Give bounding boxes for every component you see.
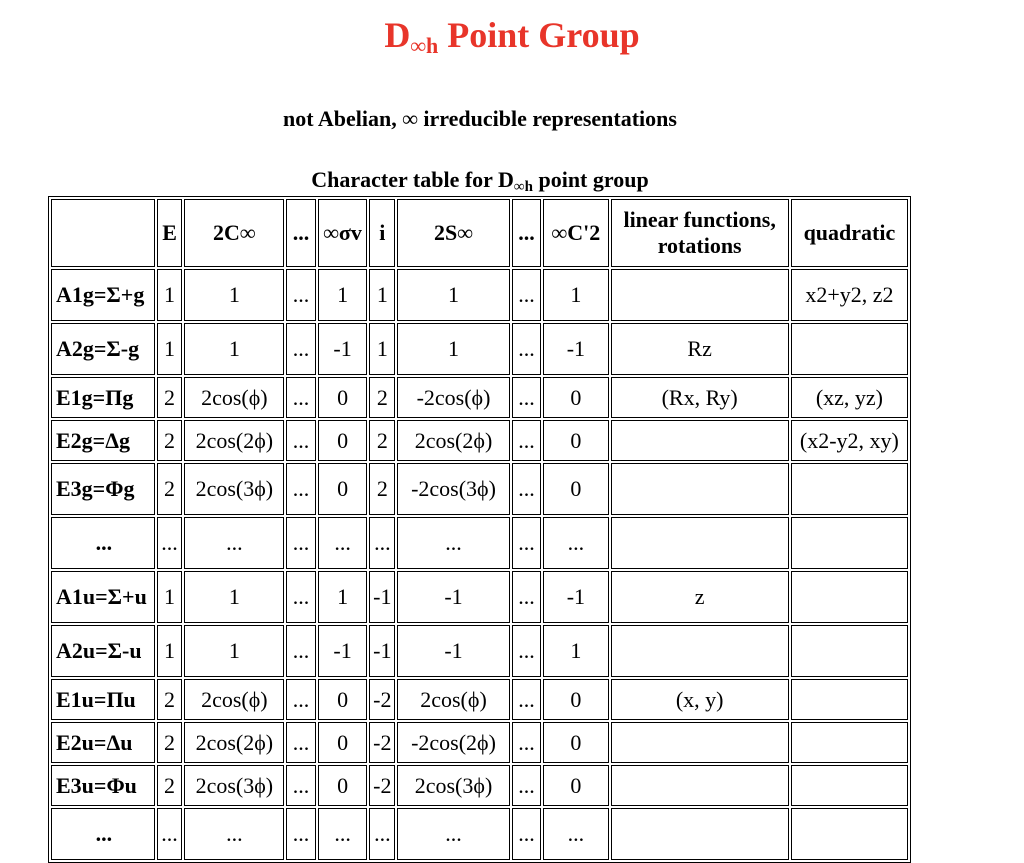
table-cell: -1 bbox=[543, 571, 608, 623]
table-cell: 2cos(3ϕ) bbox=[184, 765, 284, 806]
table-cell: 2cos(ϕ) bbox=[184, 377, 284, 418]
table-cell: ... bbox=[397, 517, 509, 569]
header-cell: ... bbox=[286, 199, 316, 267]
irrep-label: ... bbox=[51, 808, 155, 860]
header-cell: linear functions, rotations bbox=[611, 199, 789, 267]
table-cell: ... bbox=[512, 808, 542, 860]
irrep-label: ... bbox=[51, 517, 155, 569]
table-cell bbox=[791, 808, 908, 860]
irrep-label: E1u=Πu bbox=[51, 679, 155, 720]
table-cell: ... bbox=[286, 420, 316, 461]
table-cell: ... bbox=[184, 517, 284, 569]
table-cell: -1 bbox=[397, 571, 509, 623]
table-cell: 1 bbox=[184, 269, 284, 321]
header-cell: i bbox=[369, 199, 395, 267]
table-row bbox=[51, 377, 908, 418]
table-row bbox=[51, 463, 908, 515]
table-row bbox=[51, 765, 908, 806]
table-row bbox=[51, 679, 908, 720]
table-cell: ... bbox=[512, 323, 542, 375]
irrep-label: E3u=Φu bbox=[51, 765, 155, 806]
page-title: $D_{\infty h}$ Point Group bbox=[384, 15, 640, 58]
table-cell: 1 bbox=[543, 625, 608, 677]
header-cell: 2C∞ bbox=[184, 199, 284, 267]
table-cell: 0 bbox=[318, 377, 368, 418]
table-cell bbox=[791, 323, 908, 375]
irrep-label: E3g=Φg bbox=[51, 463, 155, 515]
table-cell bbox=[791, 463, 908, 515]
table-cell: 0 bbox=[543, 463, 608, 515]
header-cell bbox=[51, 199, 155, 267]
table-cell: ... bbox=[543, 517, 608, 569]
table-cell: 1 bbox=[369, 269, 395, 321]
table-cell: ... bbox=[512, 765, 542, 806]
table-cell: 2cos(3ϕ) bbox=[184, 463, 284, 515]
table-cell bbox=[791, 679, 908, 720]
table-cell: ... bbox=[512, 679, 542, 720]
table-cell: -2 bbox=[369, 679, 395, 720]
table-cell: 1 bbox=[397, 323, 509, 375]
character-table bbox=[48, 196, 911, 863]
table-cell bbox=[791, 571, 908, 623]
table-cell bbox=[611, 463, 789, 515]
table-cell bbox=[611, 269, 789, 321]
table-cell bbox=[611, 722, 789, 763]
table-cell: ... bbox=[512, 420, 542, 461]
table-cell: 1 bbox=[369, 323, 395, 375]
table-cell: ... bbox=[286, 463, 316, 515]
table-cell: ... bbox=[543, 808, 608, 860]
table-cell: ... bbox=[157, 808, 183, 860]
table-cell: 2 bbox=[157, 765, 183, 806]
table-cell: ... bbox=[369, 517, 395, 569]
table-cell: 2cos(ϕ) bbox=[397, 679, 509, 720]
table-cell bbox=[791, 625, 908, 677]
table-cell: ... bbox=[512, 517, 542, 569]
table-cell: 0 bbox=[543, 765, 608, 806]
table-cell: 2 bbox=[369, 463, 395, 515]
table-cell: ... bbox=[286, 571, 316, 623]
header-cell: E bbox=[157, 199, 183, 267]
table-cell: x2+y2, z2 bbox=[791, 269, 908, 321]
table-cell: -1 bbox=[369, 571, 395, 623]
table-cell: ... bbox=[512, 722, 542, 763]
table-cell bbox=[791, 517, 908, 569]
table-cell: ... bbox=[512, 571, 542, 623]
table-cell: 2cos(ϕ) bbox=[184, 679, 284, 720]
table-cell: (Rx, Ry) bbox=[611, 377, 789, 418]
table-cell: 1 bbox=[157, 625, 183, 677]
table-cell: 2 bbox=[369, 377, 395, 418]
table-cell: ... bbox=[184, 808, 284, 860]
table-cell: ... bbox=[286, 765, 316, 806]
table-row bbox=[51, 722, 908, 763]
table-row bbox=[51, 269, 908, 321]
table-cell: 0 bbox=[543, 420, 608, 461]
table-cell: 2 bbox=[157, 463, 183, 515]
irrep-label: A1g=Σ+g bbox=[51, 269, 155, 321]
table-row bbox=[51, 625, 908, 677]
table-cell bbox=[611, 765, 789, 806]
table-row bbox=[51, 571, 908, 623]
table-cell: (x, y) bbox=[611, 679, 789, 720]
table-cell: ... bbox=[318, 517, 368, 569]
table-cell bbox=[791, 765, 908, 806]
table-cell bbox=[611, 420, 789, 461]
table-cell: 1 bbox=[318, 269, 368, 321]
table-cell: -2cos(2ϕ) bbox=[397, 722, 509, 763]
table-cell: 2 bbox=[157, 679, 183, 720]
table-cell: 1 bbox=[318, 571, 368, 623]
table-cell: 2 bbox=[157, 420, 183, 461]
table-cell: -1 bbox=[543, 323, 608, 375]
table-cell: ... bbox=[286, 722, 316, 763]
header-cell: ... bbox=[512, 199, 542, 267]
irrep-label: E1g=Πg bbox=[51, 377, 155, 418]
table-cell: (xz, yz) bbox=[791, 377, 908, 418]
table-cell: 1 bbox=[184, 323, 284, 375]
table-cell: -2 bbox=[369, 722, 395, 763]
table-header-row bbox=[51, 199, 908, 267]
table-row bbox=[51, 808, 908, 860]
irrep-label: A2u=Σ-u bbox=[51, 625, 155, 677]
table-cell: 1 bbox=[184, 571, 284, 623]
table-cell: 2cos(2ϕ) bbox=[184, 420, 284, 461]
table-cell bbox=[611, 808, 789, 860]
table-cell: Rz bbox=[611, 323, 789, 375]
table-cell: 0 bbox=[318, 463, 368, 515]
table-cell: ... bbox=[286, 517, 316, 569]
table-cell: 2cos(2ϕ) bbox=[397, 420, 509, 461]
table-cell: 0 bbox=[543, 722, 608, 763]
irrep-label: E2g=Δg bbox=[51, 420, 155, 461]
table-cell: ... bbox=[512, 377, 542, 418]
table-cell: 1 bbox=[543, 269, 608, 321]
table-cell: 1 bbox=[157, 323, 183, 375]
page-subtitle: not Abelian, ∞ irreducible representations bbox=[283, 106, 677, 131]
table-cell: 0 bbox=[318, 679, 368, 720]
table-row bbox=[51, 323, 908, 375]
table-cell: z bbox=[611, 571, 789, 623]
table-cell: ... bbox=[318, 808, 368, 860]
header-cell: quadratic bbox=[791, 199, 908, 267]
table-cell: 0 bbox=[318, 420, 368, 461]
table-cell: ... bbox=[286, 269, 316, 321]
table-cell: 2 bbox=[157, 377, 183, 418]
table-cell: -2 bbox=[369, 765, 395, 806]
table-cell: ... bbox=[397, 808, 509, 860]
header-cell: ∞σv bbox=[318, 199, 368, 267]
table-caption: Character table for $D_{\infty h}$ point group bbox=[311, 167, 649, 195]
irrep-label: E2u=Δu bbox=[51, 722, 155, 763]
header-cell: ∞C'2 bbox=[543, 199, 608, 267]
table-cell bbox=[611, 625, 789, 677]
table-cell: -2cos(ϕ) bbox=[397, 377, 509, 418]
table-cell: ... bbox=[512, 625, 542, 677]
table-cell: 1 bbox=[397, 269, 509, 321]
table-cell: ... bbox=[286, 625, 316, 677]
table-cell: 2 bbox=[157, 722, 183, 763]
table-cell: -1 bbox=[369, 625, 395, 677]
table-cell: -1 bbox=[397, 625, 509, 677]
table-cell: ... bbox=[369, 808, 395, 860]
table-cell: ... bbox=[286, 808, 316, 860]
table-cell bbox=[791, 722, 908, 763]
table-cell: -1 bbox=[318, 625, 368, 677]
table-row bbox=[51, 420, 908, 461]
table-cell: 2 bbox=[369, 420, 395, 461]
table-cell: ... bbox=[286, 679, 316, 720]
table-cell: 2cos(3ϕ) bbox=[397, 765, 509, 806]
table-cell: 1 bbox=[157, 269, 183, 321]
table-cell: -2cos(3ϕ) bbox=[397, 463, 509, 515]
table-cell: ... bbox=[157, 517, 183, 569]
table-cell: 1 bbox=[184, 625, 284, 677]
table-cell bbox=[611, 517, 789, 569]
table-row bbox=[51, 517, 908, 569]
table-cell: 1 bbox=[157, 571, 183, 623]
table-cell: ... bbox=[286, 323, 316, 375]
table-cell: 0 bbox=[543, 679, 608, 720]
table-cell: 2cos(2ϕ) bbox=[184, 722, 284, 763]
table-cell: ... bbox=[512, 463, 542, 515]
table-cell: 0 bbox=[318, 765, 368, 806]
table-cell: ... bbox=[286, 377, 316, 418]
table-cell: ... bbox=[512, 269, 542, 321]
table-cell: 0 bbox=[318, 722, 368, 763]
header-cell: 2S∞ bbox=[397, 199, 509, 267]
table-cell: 0 bbox=[543, 377, 608, 418]
table-cell: (x2-y2, xy) bbox=[791, 420, 908, 461]
irrep-label: A2g=Σ-g bbox=[51, 323, 155, 375]
table-cell: -1 bbox=[318, 323, 368, 375]
irrep-label: A1u=Σ+u bbox=[51, 571, 155, 623]
